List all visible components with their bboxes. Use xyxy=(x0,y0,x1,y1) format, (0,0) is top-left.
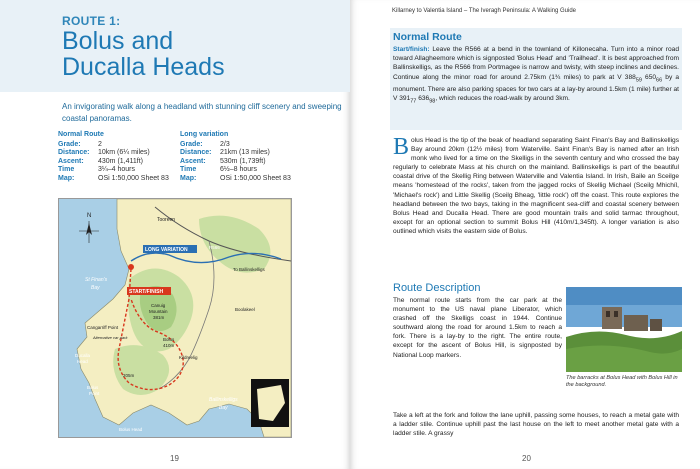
stat-key: Time xyxy=(58,166,75,173)
map-label-205m: 205m xyxy=(123,373,135,378)
map-label-bolus-point-2: Point xyxy=(89,391,100,396)
route-title-line-2: Ducalla Heads xyxy=(62,53,225,81)
stat-value: 10km (6¼ miles) xyxy=(98,149,150,156)
stat-value: 2/3 xyxy=(220,140,230,148)
route-description-text-2: Take a left at the fork and follow the lane uphill, passing some houses, to reach a metal gate with a ladder stile. Continue uphill past the last house on the left to meet another metal gate with a ladder stile. A grassy xyxy=(393,412,679,438)
long-variation-heading: Long variation xyxy=(180,131,229,138)
intro-paragraph-text: olus Head is the tip of the beak of headland separating Saint Finan's Bay and Ballinskelligs Bay around 20km (12½ miles) from Waterville. Saint Finan's Bay is named after an Irish monk who lived for a time on the Skelligs in the seventh century and who crossed the bay regularly to celebrate Mass at his church on the mainland. Ballinskelligs is part of the beautiful coastal drive of the Skellig Ring between Waterville and Valentia Island. In Irish, Baile an Sceilge means 'homestead of the rocks', taken from the jagged rocks of Skellig Michael (Sceilg Mhichíl, 'Michael's rock') and Little Skellig (Sceilg Bheag, 'little rock') off the coast. This route explores the headland between the two bays, taking in the magnificent sea-cliff and coastal scenery between Bolus Head and Ducalla Head. There are good mountain trails and solid tarmac throughout, except for an optional section to summit Bolus Hill (410m/1,345ft). A longer variation is also outlined which visits the eastern side of Bolus. xyxy=(393,137,679,235)
stat-key: Time xyxy=(180,166,197,173)
stat-row xyxy=(180,141,300,150)
route-description-text: The normal route starts from the car park at the monument to the US naval plane Liberator, which crashed off the Skelligs coast in 1944. Continue southward along the road for around 1.5km to reach a fork. There is a lay-by to the right. The entire route, except for the ascent of Bolus Hill, is signposted by National Loop markers. xyxy=(393,297,562,359)
stat-key: Distance: xyxy=(180,149,212,156)
stat-value: OSi 1:50,000 Sheet 83 xyxy=(98,174,169,182)
stat-row xyxy=(180,158,300,167)
start-text: Leave the R566 at a bend in the townland of Killonecaha. Turn into a minor road toward Allagheemore which is signposted 'Bolus Head' and 'Trailhead'. It is best approached from Ballinskelligs, as the R566 from Portmagee is narrow and twisty, with steep inclines and declines. Continue along the minor road for around 2.75km (1¾ miles) to park at V 388 xyxy=(393,46,679,81)
stat-value: 430m (1,411ft) xyxy=(98,157,144,165)
stat-value: 3¼–4 hours xyxy=(98,166,135,173)
map-label-canuig-3: 381m xyxy=(153,315,165,320)
stat-key: Grade: xyxy=(58,140,81,148)
map-label-canuig: Canuig xyxy=(151,303,166,308)
stat-row xyxy=(180,175,300,184)
stat-value: 530m (1,739ft) xyxy=(220,157,266,165)
map-label-start-finish: START/FINISH xyxy=(129,289,164,295)
photo-caption: The barracks at Bolus Head with Bolus Hill in the background. xyxy=(566,375,678,388)
stat-key: Ascent: xyxy=(58,157,84,165)
grid-ref: 98 xyxy=(429,98,436,105)
map-label-long-variation: LONG VARIATION xyxy=(145,247,188,253)
map-label-st-finans-bay: St Finan's xyxy=(85,277,108,283)
route-description-heading: Route Description xyxy=(393,282,481,294)
start-text: 650 xyxy=(641,73,657,81)
map-label-r566: R566 xyxy=(209,245,220,250)
map-label-canuig-2: Mountain xyxy=(149,309,168,314)
start-finish-text xyxy=(393,45,679,107)
stat-row xyxy=(180,149,300,158)
stat-key: Grade: xyxy=(180,140,203,148)
map-label-bolus-2: 410m xyxy=(163,343,175,348)
map-label-ducalla-2: Head xyxy=(77,359,88,364)
stat-value: 21km (13 miles) xyxy=(220,149,270,156)
map-label-cangarriff: Cangarriff Point xyxy=(87,325,119,330)
stat-row xyxy=(180,166,300,175)
route-stats xyxy=(58,131,348,193)
map-label-boolakeel: Boolakeel xyxy=(235,307,255,312)
start-text: by a monument. There are also parking spaces for two cars at a lay-by around 1.5km (1 mile) further at V 391 xyxy=(393,73,680,103)
stat-key: Ascent: xyxy=(180,157,206,165)
start-text: , which reduces the road-walk by around 3km. xyxy=(435,95,570,103)
normal-route-stats xyxy=(58,131,173,183)
map-label-ballinskelligs-bay: Ballinskelligs xyxy=(209,397,238,403)
map-label-alt-car-park: Alternative car park xyxy=(93,335,128,340)
route-title xyxy=(62,28,225,80)
route-intro: An invigorating walk along a headland with stunning cliff scenery and sweeping coastal panoramas. xyxy=(62,102,342,123)
map-label-tooreen: Tooreen xyxy=(157,217,176,223)
stat-value: 6½–8 hours xyxy=(220,166,257,173)
map-label-bolus-head: Bolus Head xyxy=(119,427,143,432)
barracks-photo xyxy=(566,287,682,372)
stat-key: Map: xyxy=(180,174,197,182)
intro-paragraph xyxy=(393,136,679,236)
map-label-st-finans-bay-2: Bay xyxy=(91,285,100,291)
stat-value: OSi 1:50,000 Sheet 83 xyxy=(220,174,291,182)
normal-route-heading: Normal Route xyxy=(393,31,462,43)
page-number: 20 xyxy=(522,454,531,463)
stat-value: 2 xyxy=(98,140,102,148)
stat-row xyxy=(58,149,173,158)
route-title-line-1: Bolus and xyxy=(62,27,174,55)
running-head: Killarney to Valentia Island – The Iveragh Peninsula: A Walking Guide xyxy=(392,8,576,14)
stat-row xyxy=(58,166,173,175)
stat-row xyxy=(58,175,173,184)
normal-route-heading: Normal Route xyxy=(58,131,104,138)
grid-ref: 77 xyxy=(410,98,417,105)
stat-row xyxy=(58,141,173,150)
drop-cap: B xyxy=(393,134,410,160)
stat-key: Map: xyxy=(58,174,75,182)
map-label-bolus: Bolus xyxy=(163,337,175,342)
start-text: 636 xyxy=(416,95,430,103)
map-label-to-ballinskelligs: To Ballinskelligs xyxy=(233,267,265,272)
start-finish-marker xyxy=(128,264,134,270)
map-label-bolus-point: Bolus xyxy=(87,385,99,390)
page-number: 19 xyxy=(170,454,179,463)
grid-ref: 66 xyxy=(656,76,663,83)
route-map xyxy=(58,198,292,438)
route-label: ROUTE 1: xyxy=(62,14,121,28)
stat-row xyxy=(58,158,173,167)
stat-key: Distance: xyxy=(58,149,90,156)
north-label: N xyxy=(87,213,92,219)
map-label-kildreelig: Kildreelig xyxy=(179,355,198,360)
start-finish-label: Start/finish: xyxy=(393,46,430,53)
long-variation-stats xyxy=(180,131,300,183)
grid-ref: 59 xyxy=(635,76,642,83)
map-label-ballinskelligs-bay-2: Bay xyxy=(219,405,228,411)
right-page xyxy=(350,0,700,469)
map-label-ducalla: Ducalla xyxy=(75,353,91,358)
